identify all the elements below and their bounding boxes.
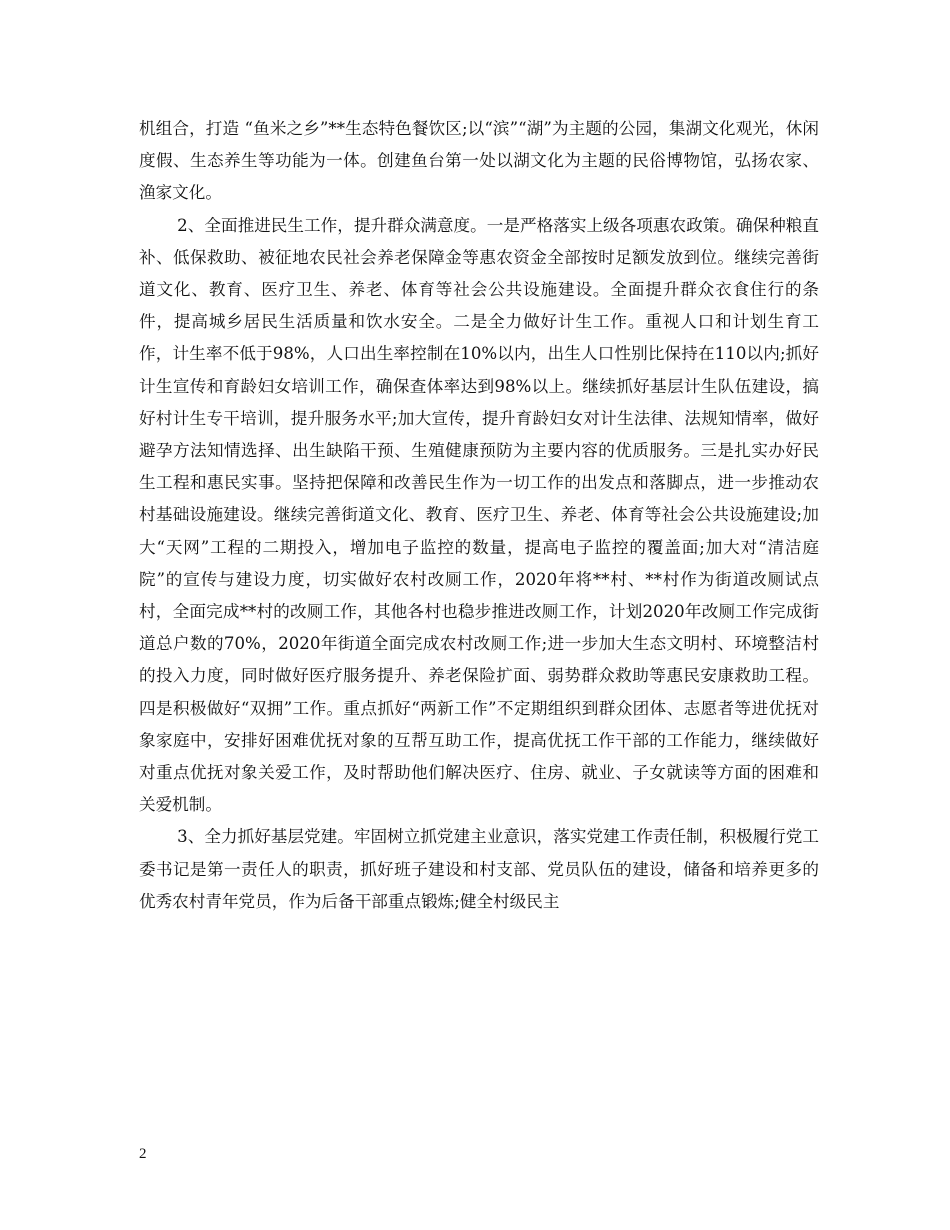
body-text bbox=[139, 113, 819, 918]
paragraph-livelihood-work: 2、全面推进民生工作，提升群众满意度。一是严格落实上级各项惠农政策。确保种粮直补、低保救助、被征地农民社会养老保障金等惠农资金全部按时足额发放到位。继续完善街道文化、教育、医疗卫生、养老、体育等社会公共设施建设。全面提升群众衣食住行的条件，提高城乡居民生活质量和饮水安全。二是全力做好计生工作。重视人口和计划生育工作，计生率不低于98%，人口出生率控制在10%以内，出生人口性别比保持在110以内;抓好计生宣传和育龄妇女培训工作，确保查体率达到98%以上。继续抓好基层计生队伍建设，搞好村计生专干培训，提升服务水平;加大宣传，提升育龄妇女对计生法律、法规知情率，做好避孕方法知情选择、出生缺陷干预、生殖健康预防为主要内容的优质服务。三是扎实办好民生工程和惠民实事。坚持把保障和改善民生作为一切工作的出发点和落脚点，进一步推动农村基础设施建设。继续完善街道文化、教育、医疗卫生、养老、体育等社会公共设施建设;加大“天网”工程的二期投入，增加电子监控的数量，提高电子监控的覆盖面;加大对“清洁庭院”的宣传与建设力度，切实做好农村改厕工作，2020年将**村、**村作为街道改厕试点村，全面完成**村的改厕工作，其他各村也稳步推进改厕工作，计划2020年改厕工作完成街道总户数的70%，2020年街道全面完成农村改厕工作;进一步加大生态文明村、环境整洁村的投入力度，同时做好医疗服务提升、养老保险扩面、弱势群众救助等惠民安康救助工程。四是积极做好“双拥”工作。重点抓好“两新工作”不定期组织到群众团体、志愿者等进优抚对象家庭中，安排好困难优抚对象的互帮互助工作，提高优抚工作干部的工作能力，继续做好对重点优抚对象关爱工作，及时帮助他们解决医疗、住房、就业、子女就读等方面的困难和关爱机制。 bbox=[139, 215, 819, 815]
paragraph-continuation: 机组合，打造 “鱼米之乡”**生态特色餐饮区;以“滨”“湖”为主题的公园，集湖文化观光，休闲度假、生态养生等功能为一体。创建鱼台第一处以湖文化为主题的民俗博物馆，弘扬农家、渔家文化。 bbox=[139, 119, 819, 203]
paragraph-party-building: 3、全力抓好基层党建。牢固树立抓党建主业意识，落实党建工作责任制，积极履行党工委书记是第一责任人的职责，抓好班子建设和村支部、党员队伍的建设，储备和培养更多的优秀农村青年党员，作为后备干部重点锻炼;健全村级民主 bbox=[139, 827, 819, 911]
page-number: 2 bbox=[139, 1146, 147, 1162]
